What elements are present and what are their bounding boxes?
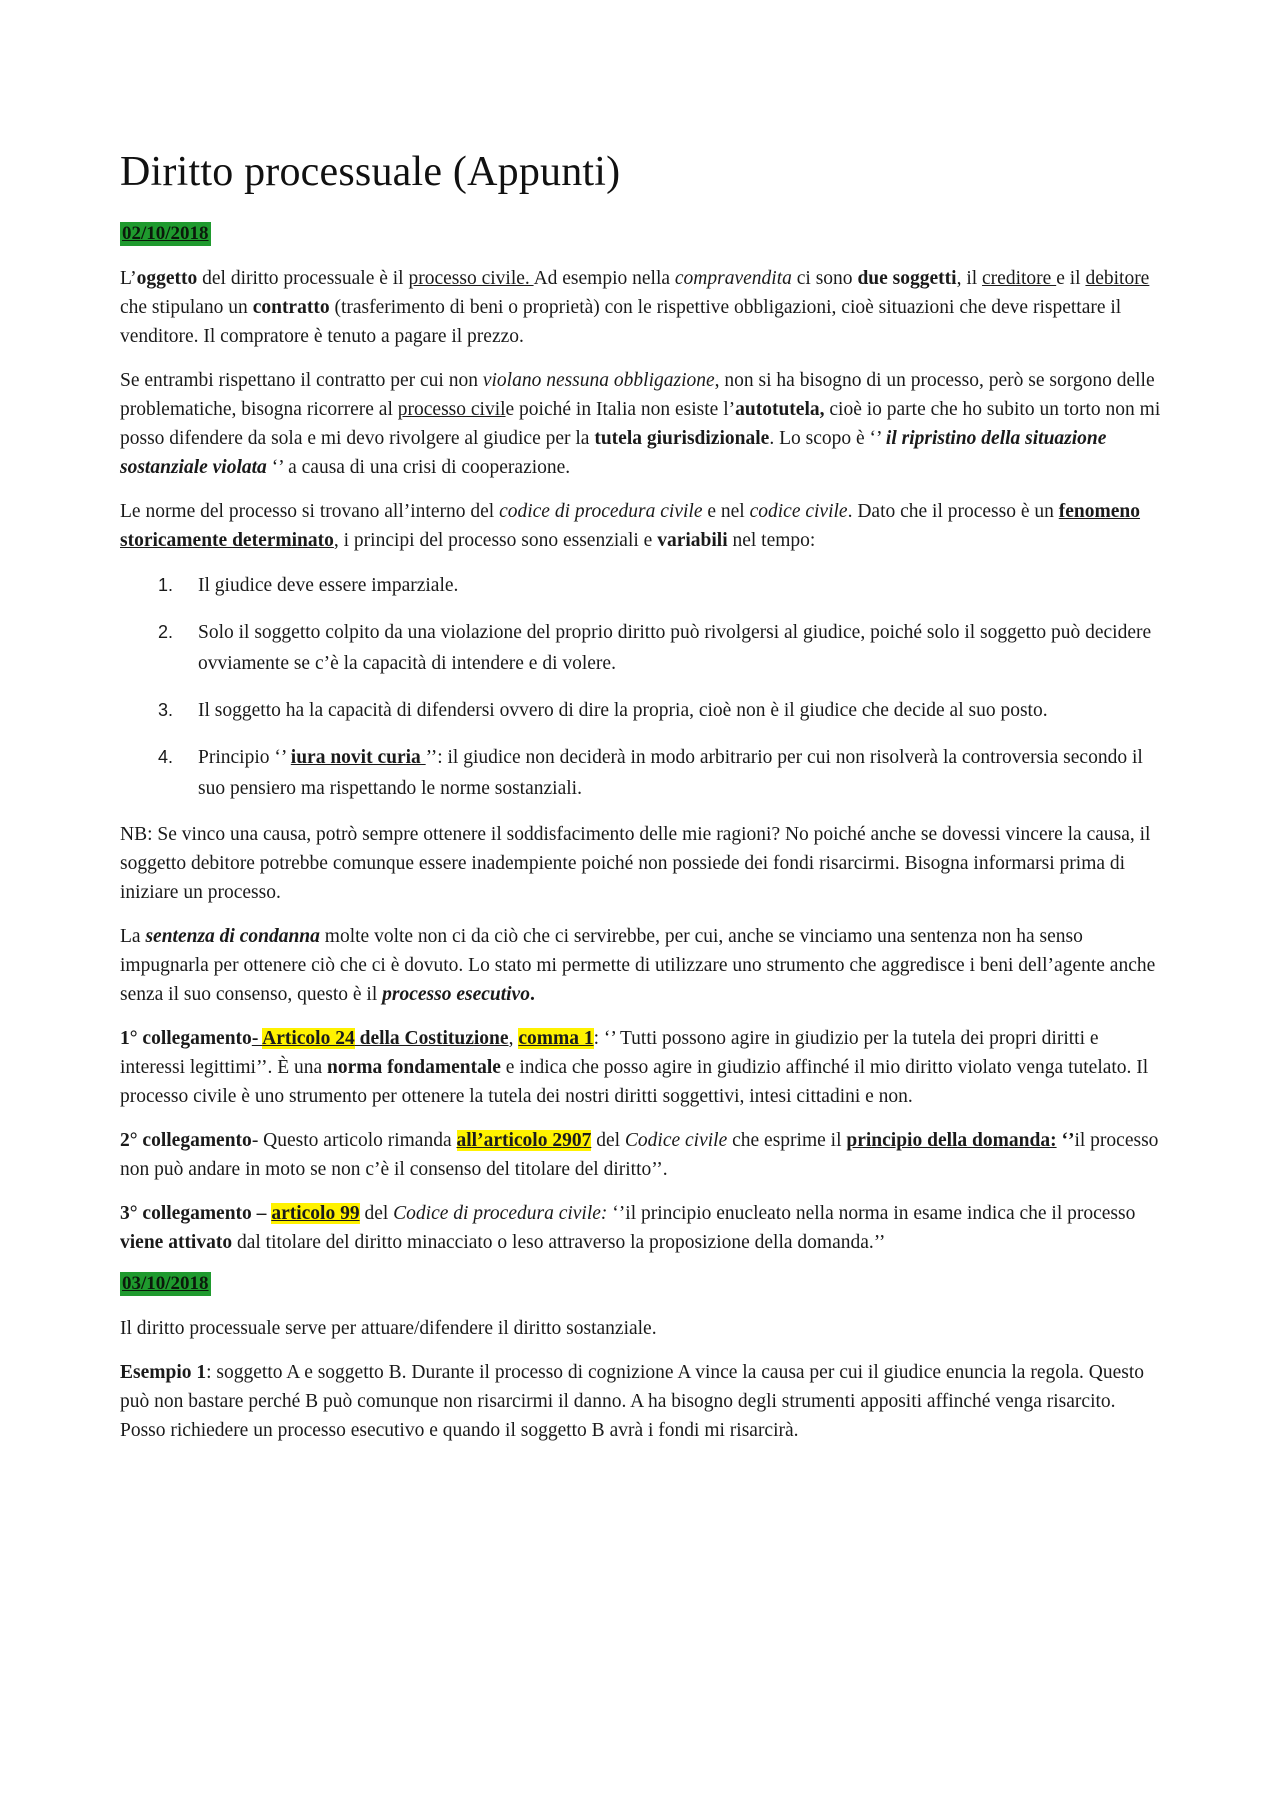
paragraph-esempio-1: Esempio 1: soggetto A e soggetto B. Durante il processo di cognizione A vince la causa per cui il giudice enuncia la regola. Questo può non bastare perché B può comunque non risarcirmi il danno. A ha bisogno degli strumenti appositi affinché venga risarcito. Posso richiedere un processo esecutivo e quando il soggetto B avrà i fondi mi risarcirà. [120,1362,1145,1441]
list-item: 1. Il giudice deve essere imparziale. [158,575,459,596]
paragraph-norme: Le norme del processo si trovano all’interno del codice di procedura civile e nel codice civile. Dato che il processo è un fenomeno storicamente determinato, i principi del processo sono essenziali e variabili nel tempo: [120,501,1141,551]
paragraph-rispetto-contratto: Se entrambi rispettano il contratto per cui non violano nessuna obbligazione, non si ha bisogno di un processo, però se sorgono delle problematiche, bisogna ricorrere al processo civile poiché in Italia non esiste l’autotutela, cioè io parte che ho subito un torto non mi posso difendere da sola e mi devo rivolgere al giudice per la tutela giurisdizionale. Lo scopo è ‘’ il ripristino della situazione sostanziale violata ‘’ a causa di una crisi di cooperazione. [120,370,1161,478]
paragraph-oggetto: L’oggetto del diritto processuale è il processo civile. Ad esempio nella compravendita ci sono due soggetti, il creditore e il debitore che stipulano un contratto (trasferimento di beni o proprietà) con le rispettive obbligazioni, cioè situazioni che deve rispettare il venditore. Il compratore è tenuto a pagare il prezzo. [120,268,1150,347]
paragraph-nb: NB: Se vinco una causa, potrò sempre ottenere il soddisfacimento delle mie ragioni? No poiché anche se dovessi vincere la causa, il soggetto debitore potrebbe comunque essere inadempiente poiché non possiede dei fondi risarcirmi. Bisogna informarsi prima di iniziare un processo. [120,824,1151,903]
date-heading-1: 02/10/2018 [122,223,209,244]
principles-list [120,570,1162,804]
list-item: 3. Il soggetto ha la capacità di difendersi ovvero di dire la propria, cioè non è il giudice che decide al suo posto. [158,700,1048,721]
page-title: Diritto processuale (Appunti) [120,149,621,195]
date-heading-2: 03/10/2018 [122,1273,209,1294]
list-item: 4. Principio ‘’ iura novit curia ’’: il giudice non deciderà in modo arbitrario per cui non risolverà la controversia secondo il suo pensiero ma rispettando le norme sostanziali. [158,747,1143,799]
paragraph-collegamento-2: 2° collegamento- Questo articolo rimanda all’articolo 2907 del Codice civile che esprime il principio della domanda: ‘’il processo non può andare in moto se non c’è il consenso del titolare del diritto’’. [120,1130,1159,1180]
list-item: 2. Solo il soggetto colpito da una violazione del proprio diritto può rivolgersi al giudice, poiché solo il soggetto può decidere ovviamente se c’è la capacità di intendere e di volere. [158,622,1152,674]
paragraph-collegamento-3: 3° collegamento – articolo 99 del Codice di procedura civile: ‘’il principio enucleato nella norma in esame indica che il processo viene attivato dal titolare del diritto minacciato o leso attraverso la proposizione della domanda.’’ [120,1203,1136,1253]
paragraph-serve: Il diritto processuale serve per attuare/difendere il diritto sostanziale. [120,1318,657,1339]
paragraph-collegamento-1: 1° collegamento- Articolo 24 della Costituzione, comma 1: ‘’ Tutti possono agire in giudizio per la tutela dei propri diritti e interessi legittimi’’. È una norma fondamentale e indica che posso agire in giudizio affinché il mio diritto violato venga tutelato. Il processo civile è uno strumento per ottenere la tutela dei nostri diritti soggettivi, intesi cittadini e non. [120,1028,1149,1107]
paragraph-sentenza: La sentenza di condanna molte volte non ci da ciò che ci servirebbe, per cui, anche se vinciamo una sentenza non ha senso impugnarla per ottenere ciò che ci è dovuto. Lo stato mi permette di utilizzare uno strumento che aggredisce i beni dell’agente anche senza il suo consenso, questo è il processo esecutivo. [120,926,1156,1005]
